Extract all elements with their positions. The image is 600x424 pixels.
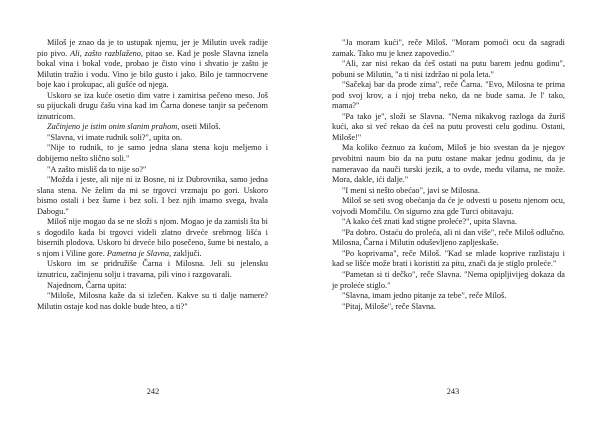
paragraph (332, 80, 565, 112)
right-page-text (332, 38, 565, 312)
text-run: "I meni si nešto obećao", javi se Milosna. (342, 185, 480, 195)
paragraph (332, 59, 565, 80)
text-run: "Miloše, Milosna kaže da si izlečen. Kakve su ti dalje namere? Milutin ostaje kod nas dokle bude hteo, a ti?" (37, 291, 268, 311)
text-run: "Možda i jeste, ali nije ni iz Bosne, ni iz Dubrovnika, samo jedna slana stena. Ne želim da mi se trgovci vrzmaju po gori. Uskoro bismo ostali i bez šume i bez soli. I bez njih imamo svega, hvala Dabogu." (37, 175, 268, 216)
paragraph (37, 133, 268, 144)
text-run: "Nije to rudnik, to je samo jedna slana stena koju meljemo i dobijemo nešto slično soli." (37, 143, 268, 164)
paragraph (332, 143, 565, 185)
right-page (300, 0, 600, 424)
paragraph (37, 122, 268, 133)
text-run: "Po koprivama", reče Miloš. "Kad se mlade koprive razlistaju i kad se lišće može brati i koristiti za pitu, znači da je stiglo proleće." (332, 248, 565, 269)
text-run: "Ali, zar nisi rekao da ćeš ostati na putu barem jednu godinu", pobuni se Milutin, "a ti nisi izdržao ni pola leta." (332, 59, 565, 79)
paragraph (37, 91, 268, 123)
text-run: Najednom, Čarna upita: (47, 280, 127, 290)
paragraph (37, 259, 268, 280)
paragraph (332, 228, 565, 249)
text-run: Uskoro im se pridružiše Čarna i Milosna. Jeli su jelensku iznutricu, začinjenu solju i travama, pili vino i razgovarali. (37, 259, 268, 280)
right-page-number (303, 387, 600, 396)
paragraph (332, 186, 565, 197)
text-run: "Slavna, vi imate rudnik soli?", upita on. (47, 132, 183, 142)
paragraph (37, 38, 268, 91)
italic-run: Ali, zašto razblaženo, (70, 48, 143, 58)
text-run: "Ja moram kući", reče Miloš. "Moram pomoći ocu da sagradi zamak. Tako mu je knez zapovedio." (332, 38, 565, 58)
text-run: Miloš je znao da je to ustupak njemu, jer je Milutin uvek radije pio pivo. (37, 38, 268, 58)
text-run: "Sačekaj bar da prođe zima", reče Čarna. "Evo, Milosna te prima pod svoj krov, a i njoj treba neko, da ne bude sama. Je l' tako, mama?" (332, 80, 565, 111)
paragraph (332, 112, 565, 144)
text-run: "A kako ćeš znati kad stigne proleće?", upita Slavna. (342, 217, 517, 227)
paragraph (332, 270, 565, 291)
text-run: "Slavna, imam jedno pitanje za tebe", reče Miloš. (342, 291, 507, 301)
paragraph (37, 175, 268, 217)
text-run: "Pitaj, Miloše", reče Slavna. (342, 301, 436, 311)
paragraph (37, 217, 268, 259)
paragraph (332, 291, 565, 302)
paragraph (37, 165, 268, 176)
text-run: oseti Miloš. (179, 122, 221, 132)
text-run: Miloš se seti svog obećanja da će je odvesti u posetu njenom ocu, vojvodi Momčilu. On sigurno zna gde Turci obitavaju. (332, 196, 565, 216)
text-run: "Pa dobro. Ostaću do proleća, ali ni dan više", reče Miloš odlučno. Milosna, Čarna i Milutin oduševljeno zapljeskaše. (332, 227, 565, 248)
italic-run: Pametna je Slavna, (106, 248, 172, 258)
paragraph (37, 291, 268, 312)
page-number-label: 243 (446, 387, 460, 396)
paragraph (332, 302, 565, 313)
text-run: "A zašto misliš da to nije so?" (47, 164, 147, 174)
italic-run: Začinjeno je istim onim slanim prahom, (47, 122, 180, 132)
page-number-label: 242 (146, 387, 160, 396)
text-run: Miloš nije mogao da se ne složi s njom. Mogao je da zamisli šta bi s dogodilo kada bi trgovci videli zlatno drveće srebrnog lišća i bisernih plodova. Uskoro bi drveće bilo posečeno, šume bi nestalo, a s njom i Viline gore. (37, 217, 268, 258)
text-run: Uskoro se iza kuće osetio dim vatre i zamirisa pečeno meso. Još su pijuckali drugu čašu vina kad im Čarna donese tanjir sa pečenom iznutricom. (37, 90, 268, 121)
text-run: Ma koliko čeznuo za kućom, Miloš je bio svestan da je njegov prvobitni naum bio da na putu ostane makar jednu godinu, da je nameravao da nauči turski jezik, a to ovde, među vilama, ne može. Mora, dakle, ići dalje." (332, 143, 565, 185)
text-run: "Pa tako je", složi se Slavna. "Nema nikakvog razloga da žuriš kući, ako si već rekao da ćeš na putu provesti celu godinu. Ostani, Miloše!" (332, 111, 565, 142)
paragraph (332, 217, 565, 228)
paragraph (37, 281, 268, 292)
paragraph (332, 38, 565, 59)
paragraph (332, 249, 565, 270)
text-run: "Pametan si ti dečko", reče Slavna. "Nema opipljivijeg dokaza da je proleće stiglo." (332, 270, 565, 290)
paragraph (332, 196, 565, 217)
text-run: zaključi. (171, 248, 202, 258)
paragraph (37, 143, 268, 164)
left-page-text (37, 38, 268, 312)
text-run: pitao se. Kad je posle Slavna iznela bokal vina i bokal vode, probao je čisto vino i shvatio je zašto je Milutin tražio i vodu. Vino je bilo gusto i jako. Bilo je tamnocrvene boje kao i prokupac, ali gušće od njega. (37, 48, 268, 90)
left-page-number (3, 387, 303, 396)
